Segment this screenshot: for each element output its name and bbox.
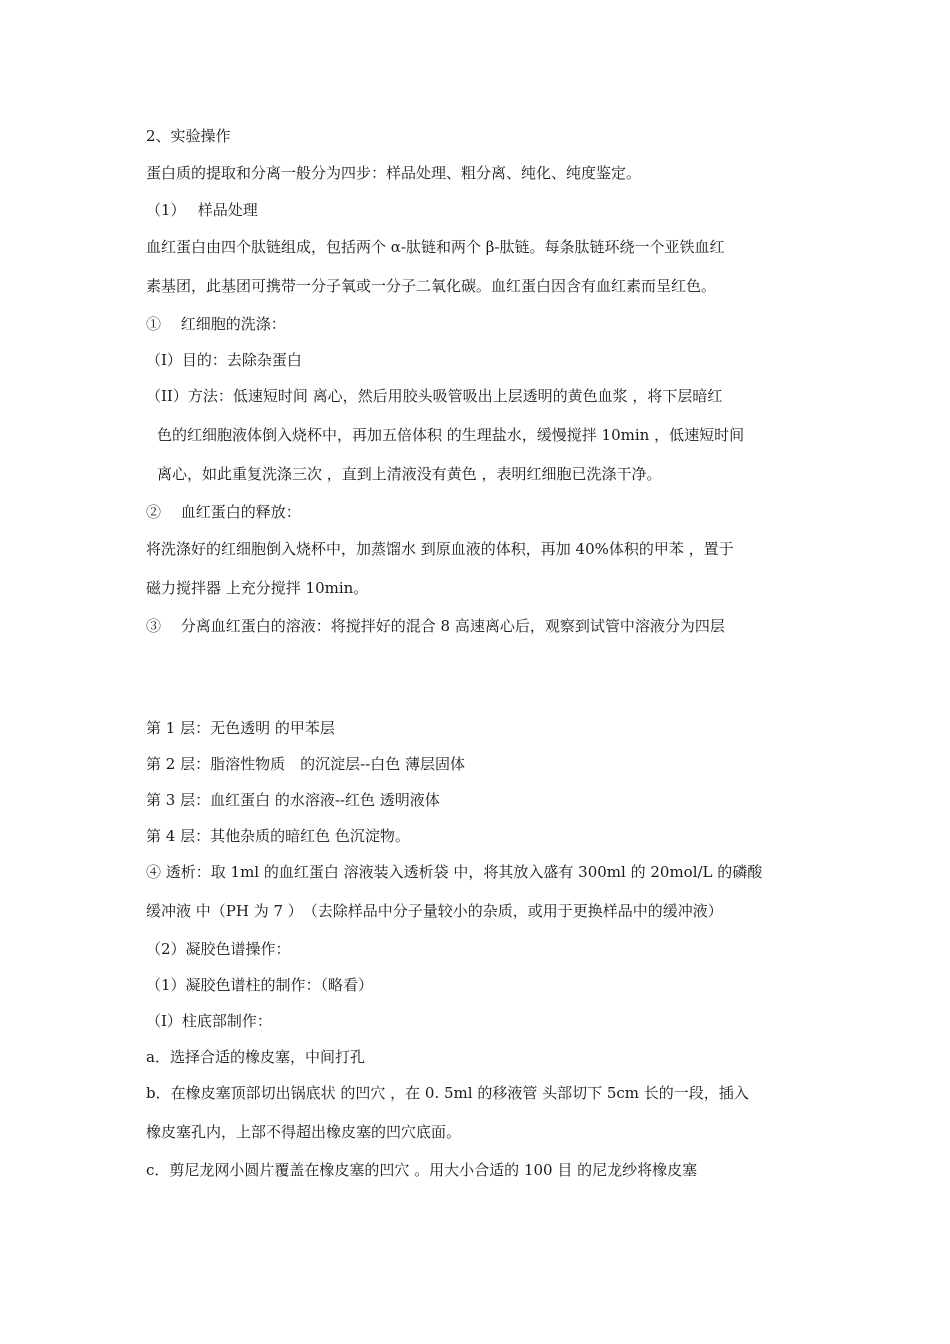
text-line: 第 4 层：其他杂质的暗红色 色沉淀物。 [146, 827, 410, 845]
step-heading: ③ 分离血红蛋白的溶液：将搅拌好的混合 8 高速离心后，观察到试管中溶液分为四层 [146, 617, 725, 635]
text-line: 素基团，此基团可携带一分子氧或一分子二氧化碳。血红蛋白因含有血红素而呈红色。 [146, 277, 717, 295]
text-line: （I）目的：去除杂蛋白 [146, 351, 302, 369]
text-line: 橡皮塞孔内，上部不得超出橡皮塞的凹穴底面。 [146, 1123, 462, 1141]
text-line: 色的红细胞液体倒入烧杯中，再加五倍体积 的生理盐水，缓慢搅拌 10min ，低速短时间 [157, 426, 745, 444]
section-heading: 2、实验操作 [146, 127, 231, 145]
text-line: （1）凝胶色谱柱的制作：（略看） [146, 976, 374, 994]
list-item: c．剪尼龙网小圆片覆盖在橡皮塞的凹穴 。用大小合适的 100 目 的尼龙纱将橡皮塞 [146, 1161, 698, 1179]
text-line: （I）柱底部制作： [146, 1012, 272, 1030]
text-line: 第 1 层：无色透明 的甲苯层 [146, 719, 335, 737]
step-heading: ① 红细胞的洗涤： [146, 315, 286, 333]
subsection-heading: （2）凝胶色谱操作： [146, 940, 291, 958]
list-item: a．选择合适的橡皮塞，中间打孔 [146, 1048, 365, 1066]
step-heading: ④ 透析：取 1ml 的血红蛋白 溶液装入透析袋 中，将其放入盛有 300ml 的 20mol/L 的磷酸 [146, 863, 763, 881]
text-line: 第 3 层：血红蛋白 的水溶液--红色 透明液体 [146, 791, 440, 809]
list-item: b．在橡皮塞顶部切出锅底状 的凹穴 ，在 0. 5ml 的移液管 头部切下 5cm 长的一段，插入 [146, 1084, 749, 1102]
text-line: 磁力搅拌器 上充分搅拌 10min。 [146, 579, 369, 597]
text-line: 蛋白质的提取和分离一般分为四步：样品处理、粗分离、纯化、纯度鉴定。 [146, 164, 642, 182]
text-line: 第 2 层：脂溶性物质 的沉淀层--白色 薄层固体 [146, 755, 465, 773]
text-line: （II）方法：低速短时间 离心，然后用胶头吸管吸出上层透明的黄色血浆 ，将下层暗红 [146, 387, 723, 405]
text-line: 缓冲液 中（PH 为 7 ） （去除样品中分子量较小的杂质，或用于更换样品中的缓冲液） [146, 902, 723, 920]
text-line: 离心，如此重复洗涤三次 ，直到上清液没有黄色 ，表明红细胞已洗涤干净。 [157, 465, 662, 483]
step-heading: ② 血红蛋白的释放： [146, 503, 301, 521]
subsection-heading: （1） 样品处理 [146, 201, 258, 219]
text-line: 血红蛋白由四个肽链组成，包括两个 α-肽链和两个 β-肽链。每条肽链环绕一个亚铁血红 [146, 238, 725, 256]
text-line: 将洗涤好的红细胞倒入烧杯中，加蒸馏水 到原血液的体积，再加 40%体积的甲苯 ，置于 [146, 540, 734, 558]
